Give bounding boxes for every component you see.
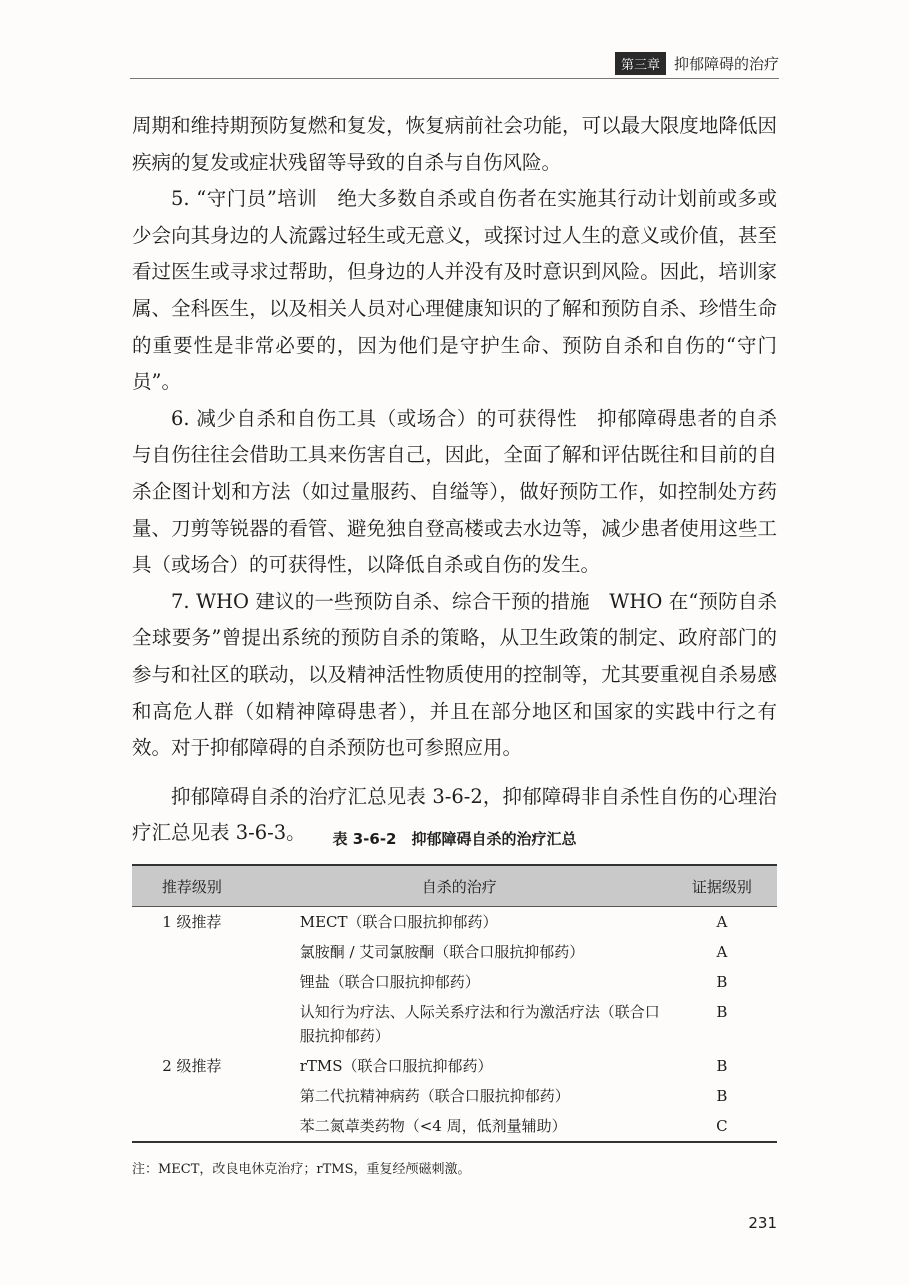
table-row xyxy=(132,1111,777,1142)
header-rule xyxy=(130,78,779,79)
header-level: 推荐级别 xyxy=(132,865,252,907)
cell-level xyxy=(132,1111,252,1142)
cell-treatment: 苯二氮䓬类药物（<4 周，低剂量辅助） xyxy=(252,1111,667,1142)
paragraph-who-measures: 7. WHO 建议的一些预防自杀、综合干预的措施 WHO 在“预防自杀全球要务”曾提出系统的预防自杀的策略，从卫生政策的制定、政府部门的参与和社区的联动，以及精神活性物质使用的控制等，尤其要重视自杀易感和高危人群（如精神障碍患者），并且在部分地区和国家的实践中行之有效。对于抑郁障碍的自杀预防也可参照应用。 xyxy=(132,589,777,760)
cell-treatment: rTMS（联合口服抗抑郁药） xyxy=(299,1057,493,1075)
cell-evidence: B xyxy=(716,1087,728,1105)
table-header-row xyxy=(132,865,777,907)
chapter-badge: 第三章 xyxy=(615,52,666,75)
table-row xyxy=(132,937,777,967)
cell-evidence: A xyxy=(716,913,728,931)
cell-treatment: 认知行为疗法、人际关系疗法和行为激活疗法（联合口服抗抑郁药） xyxy=(299,1003,660,1045)
cell-evidence: B xyxy=(716,973,728,991)
cell-level xyxy=(132,967,252,997)
running-header xyxy=(615,52,779,75)
cell-level: 1 级推荐 xyxy=(162,913,222,931)
cell-evidence: B xyxy=(716,1003,728,1021)
cell-level xyxy=(132,937,252,967)
cell-level xyxy=(132,1081,252,1111)
paragraph-continuation: 周期和维持期预防复燃和复发，恢复病前社会功能，可以最大限度地降低因疾病的复发或症状残留等导致的自杀与自伤风险。 xyxy=(132,114,777,174)
table-note: 注：MECT，改良电休克治疗；rTMS，重复经颅磁刺激。 xyxy=(132,1162,471,1177)
cell-evidence: C xyxy=(667,1111,777,1142)
table-row xyxy=(132,907,777,938)
cell-treatment: 锂盐（联合口服抗抑郁药） xyxy=(299,973,480,991)
paragraph-gatekeeper: 5. “守门员”培训 绝大多数自杀或自伤者在实施其行动计划前或多或少会向其身边的人流露过轻生或无意义，或探讨过人生的意义或价值，甚至看过医生或寻求过帮助，但身边的人并没有及时意识到风险。因此，培训家属、全科医生，以及相关人员对心理健康知识的了解和预防自杀、珍惜生命的重要性是非常必要的，因为他们是守护生命、预防自杀和自伤的“守门员”。 xyxy=(132,187,777,394)
cell-evidence: A xyxy=(716,943,728,961)
body-text xyxy=(132,108,777,852)
table-row xyxy=(132,1051,777,1081)
table-row xyxy=(132,1081,777,1111)
cell-evidence: B xyxy=(716,1057,728,1075)
page-number: 231 xyxy=(748,1214,777,1232)
table-title: 表 3-6-2 抑郁障碍自杀的治疗汇总 xyxy=(332,830,577,848)
cell-level xyxy=(132,997,252,1051)
chapter-title: 抑郁障碍的治疗 xyxy=(673,55,779,73)
header-treatment: 自杀的治疗 xyxy=(252,865,667,907)
table-row xyxy=(132,997,777,1051)
table-row xyxy=(132,967,777,997)
paragraph-means-restriction: 6. 减少自杀和自伤工具（或场合）的可获得性 抑郁障碍患者的自杀与自伤往往会借助工具来伤害自己，因此，全面了解和评估既往和目前的自杀企图计划和方法（如过量服药、自缢等），做好预防工作，如控制处方药量、刀剪等锐器的看管、避免独自登高楼或去水边等，减少患者使用这些工具（或场合）的可获得性，以降低自杀或自伤的发生。 xyxy=(132,406,777,577)
cell-treatment: MECT（联合口服抗抑郁药） xyxy=(299,913,498,931)
paragraph-summary-ref: 抑郁障碍自杀的治疗汇总见表 3-6-2，抑郁障碍非自杀性自伤的心理治疗汇总见表 3-6-3。 xyxy=(132,784,777,845)
cell-level: 2 级推荐 xyxy=(162,1057,222,1075)
header-evidence: 证据级别 xyxy=(667,865,777,907)
cell-treatment: 第二代抗精神病药（联合口服抗抑郁药） xyxy=(299,1087,570,1105)
treatment-summary-table xyxy=(132,864,777,1143)
cell-treatment: 氯胺酮 / 艾司氯胺酮（联合口服抗抑郁药） xyxy=(299,943,585,961)
